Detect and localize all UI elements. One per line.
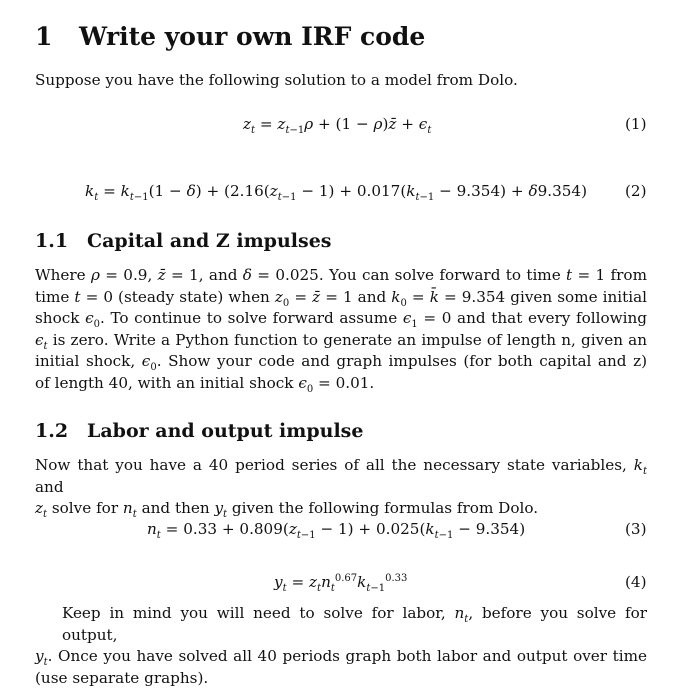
equation-4: $y_t = z_tn_t^{0.67}k_{t-1}^{0.33}$ [274,572,408,595]
section-1-1-paragraph: Where ρ = 0.9, z̄ = 1, and δ = 0.025. You can solve forward to time t = 1 from time t = 0 (steady state) when $z_0$ = z̄ = 1 and $k_0$ = k̄ = 9.354 given some initial shock $\epsilon_0$. To continue to solve forward assume $\epsilon_1 = 0$ and that every following $\epsilon_t$ is zero. Write a Python function to generate an impulse of length n, given an initial shock, $\epsilon_0$. Show your code and graph impulses (for both capital and z) of length 40, with an initial shock $\epsilon_0 = 0.01$. [35,266,647,395]
section-1-1-heading [35,230,332,252]
subsection-number: 1.2 [35,420,69,442]
subsection-title: Labor and output impulse [87,420,364,442]
equation-3: $n_t = 0.33 + 0.809(z_{t-1} - 1) + 0.025(k_{t-1} - 9.354)$ [147,520,526,542]
intro-paragraph: Suppose you have the following solution to a model from Dolo. [35,71,518,89]
section-1-2-heading [35,420,363,442]
equation-1: $z_t = z_{t-1}\rho + (1$ − ρ)z̄ + $\epsilon_t$ [243,115,432,137]
section-number: 1 [35,22,53,51]
equation-4-number: (4) [625,573,647,591]
subsection-number: 1.1 [35,230,69,252]
section-1-2-paragraph: Now that you have a 40 period series of all the necessary state variables, $k_t$ and $z_t$ solve for $n_t$ and then $y_t$ given the following formulas from Dolo. [35,456,647,521]
section-title: Write your own IRF code [79,22,426,51]
subsection-title: Capital and Z impulses [87,230,332,252]
equation-1-number: (1) [625,115,647,133]
closing-paragraph: Keep in mind you will need to solve for labor, $n_t$, before you solve for output, $y_t$. Once you have solved all 40 periods graph both labor and output over time (use separate graphs). [35,604,647,687]
equation-3-number: (3) [625,520,647,538]
section-1-heading [35,22,425,51]
equation-2: $k_t = k_{t-1}(1 - \delta) + (2.16(z_{t-1} - 1) + 0.017(k_{t-1} - 9.354) + \delta 9.354)$ [85,182,587,204]
equation-2-number: (2) [625,182,647,200]
